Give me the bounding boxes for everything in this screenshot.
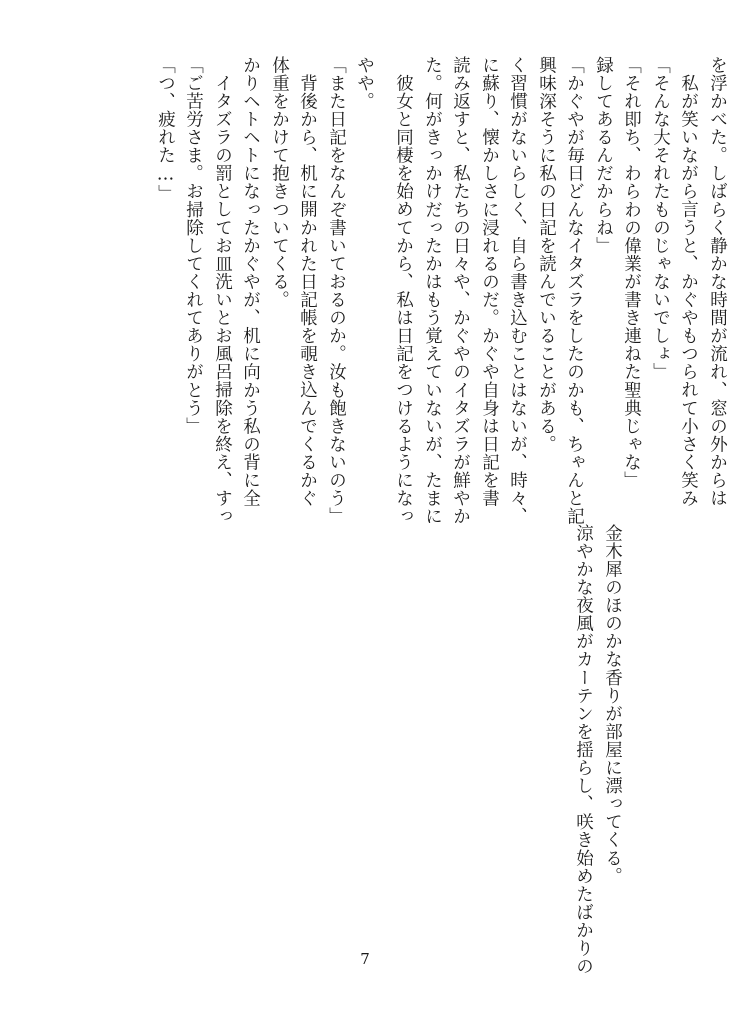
text-column: を浮かべた。しばらく静かな時間が流れ、窓の外からは (707, 56, 728, 508)
text-column: 読み返すと、私たちの日々や、かぐやのイタズラが鮮やか (450, 56, 471, 526)
text-column: 「それ即ち、わらわの偉業が書き連ねた聖典じゃな」 (621, 56, 642, 490)
text-column: く習慣がないらしく、自ら書き込むことはないが、時々、 (507, 56, 528, 526)
text-column: 彼女と同棲を始めてから、私は日記をつけるようになっ (393, 74, 414, 526)
text-column: 金木犀のほのかな香りが部屋に漂ってくる。 (602, 524, 623, 885)
text-column: 私が笑いながら言うと、かぐやもつられて小さく笑み (678, 74, 699, 508)
text-column: 「つ、疲れた…」 (155, 56, 176, 203)
text-column: かりヘトヘトになったかぐやが、机に向かう私の背に全 (240, 56, 261, 508)
page-number: 7 (360, 950, 370, 968)
text-column: 録してあるんだからね」 (593, 56, 614, 255)
text-column: 「そんな大それたものじゃないでしょ」 (650, 56, 671, 381)
text-column: 「かぐやが毎日どんなイタズラをしたのかも、ちゃんと記 (564, 56, 585, 526)
text-column: 体重をかけて抱きついてくる。 (269, 56, 290, 309)
text-column: イタズラの罰としてお皿洗いとお風呂掃除を終え、すっ (212, 74, 233, 526)
text-column: 興味深そうに私の日記を読んでいることがある。 (536, 56, 557, 454)
text-column: 涼やかな夜風がカーテンを揺らし、咲き始めたばかりの (573, 524, 594, 976)
text-column: た。何がきっかけだったかはもう覚えていないが、たまに (422, 56, 443, 526)
text-column: やや。 (354, 56, 375, 111)
text-column: 「また日記をなんぞ書いておるのか。汝も飽きないのう」 (326, 56, 347, 526)
text-column: に蘇り、懐かしさに浸れるのだ。かぐや自身は日記を書 (479, 56, 500, 508)
text-column: 「ご苦労さま。お掃除してくれてありがとう」 (183, 56, 204, 436)
text-column: 背後から、机に開かれた日記帳を覗き込んでくるかぐ (297, 74, 318, 508)
